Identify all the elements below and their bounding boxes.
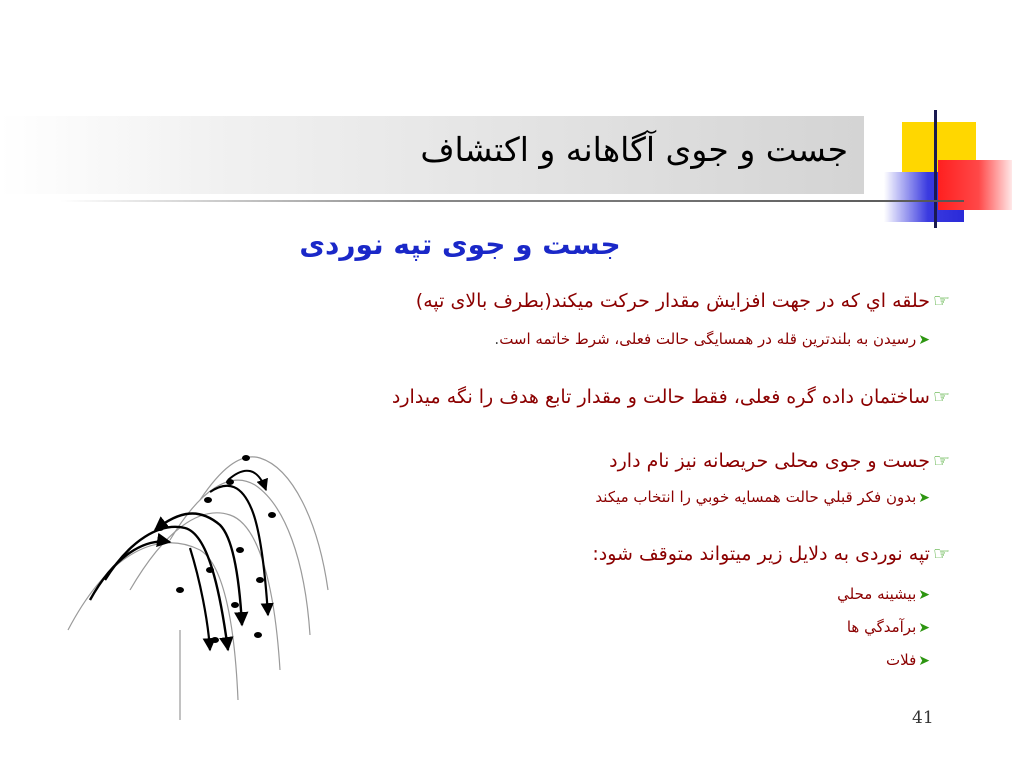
node-dot xyxy=(256,577,264,583)
bullet-2 xyxy=(392,386,950,408)
bullet-4-sub-2 xyxy=(847,618,930,636)
pointing-hand-icon: ☞ xyxy=(932,290,950,312)
node-dot xyxy=(226,479,234,485)
left-arrowhead-icon: ➤ xyxy=(918,332,930,348)
bullet-4-text: تپه نوردی به دلایل زیر میتواند متوقف شود: xyxy=(592,543,930,565)
title-underline xyxy=(60,200,964,202)
node-dot xyxy=(176,587,184,593)
bullet-3 xyxy=(609,450,950,472)
sentence-period: . xyxy=(494,330,500,348)
bullet-4-sub-3 xyxy=(886,651,930,669)
bullet-1-text: حلقه اي که در جهت افزايش مقدار حرکت ميکند(بطرف بالای تپه) xyxy=(415,290,930,312)
slide-title: جست و جوی آگاهانه و اکتشاف xyxy=(420,130,848,169)
node-dot xyxy=(156,525,164,531)
node-dot xyxy=(236,547,244,553)
page-number: 41 xyxy=(912,708,934,728)
bullet-3-sub-1 xyxy=(595,488,930,506)
trajectory-path xyxy=(190,548,210,650)
hill-curve xyxy=(130,513,280,670)
pointing-hand-icon: ☞ xyxy=(932,450,950,472)
left-arrowhead-icon: ➤ xyxy=(918,620,930,636)
pointing-hand-icon: ☞ xyxy=(932,386,950,408)
deco-red-square xyxy=(938,160,1012,210)
node-dot xyxy=(231,602,239,608)
node-dot xyxy=(204,497,212,503)
trajectory-path xyxy=(155,514,242,625)
slide-subtitle: جست و جوی تپه نوردی xyxy=(299,228,621,261)
left-arrowhead-icon: ➤ xyxy=(918,587,930,603)
bullet-1-sub-1-text: رسیدن به بلندترین قله در همسایگی حالت فعلی، شرط خاتمه است xyxy=(499,330,917,348)
bullet-1-sub-1 xyxy=(494,330,930,348)
bullet-3-text: جست و جوی محلی حریصانه نیز نام دارد xyxy=(609,450,930,472)
bullet-4-sub-1 xyxy=(837,585,930,603)
node-dot xyxy=(206,567,214,573)
deco-vertical-line xyxy=(934,110,937,228)
bullet-2-text: ساختمان داده گره فعلی، فقط حالت و مقدار تابع هدف را نگه میدارد xyxy=(391,386,930,408)
bullet-3-sub-1-text: بدون فكر قبلي حالت همسايه خوبي را انتخاب ميكند xyxy=(595,488,917,506)
left-arrowhead-icon: ➤ xyxy=(918,490,930,506)
node-dot xyxy=(211,637,219,643)
bullet-4 xyxy=(592,543,950,565)
node-dot xyxy=(254,632,262,638)
left-arrowhead-icon: ➤ xyxy=(918,653,930,669)
node-dot xyxy=(242,455,250,461)
bullet-4-sub-1-text: بيشينه محلي xyxy=(837,585,917,603)
node-dot xyxy=(268,512,276,518)
bullet-4-sub-3-text: فلات xyxy=(886,651,917,669)
bullet-4-sub-2-text: برآمدگي ها xyxy=(846,618,917,636)
pointing-hand-icon: ☞ xyxy=(932,543,950,565)
trajectory-path xyxy=(105,527,228,650)
bullet-1 xyxy=(416,290,950,312)
hill-climbing-diagram xyxy=(60,430,360,722)
